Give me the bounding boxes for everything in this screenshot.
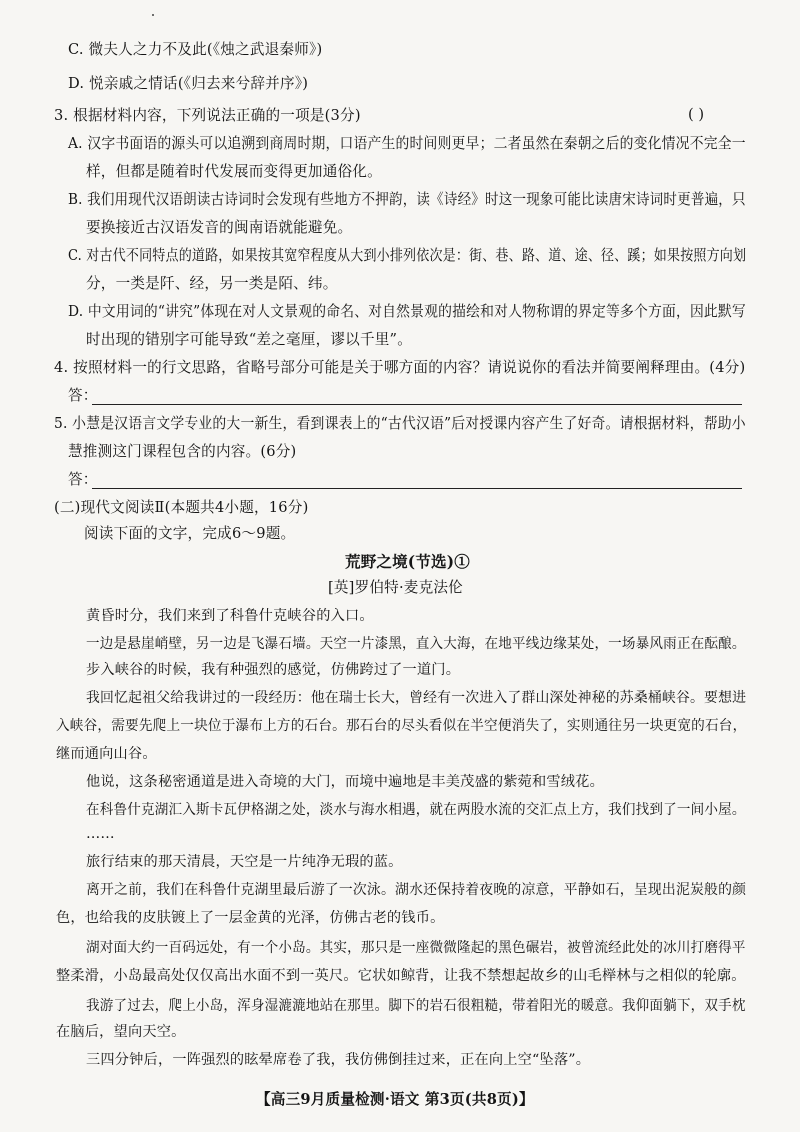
q4-answer-label: 答： <box>68 387 98 404</box>
q3-option-a-line1: A. 汉字书面语的源头可以追溯到商周时期，口语产生的时间则更早；二者虽然在秦朝之后的变化情况不完全一 <box>68 135 746 152</box>
passage-paragraph-2: 一边是悬崖峭壁，另一边是飞瀑石墙。天空一片漆黑，直入大海，在地平线边缘某处，一场暴风雨正在酝酿。 <box>86 636 746 652</box>
q5-answer-line[interactable] <box>92 488 742 489</box>
passage-paragraph-4-line2: 入峡谷，需要先爬上一块位于瀑布上方的石台。那石台的尽头看似在半空便消失了，实则通往另一块更宽的石台， <box>56 718 747 734</box>
question-4-stem: 4. 按照材料一的行文思路，省略号部分可能是关于哪方面的内容？请说说你的看法并简要阐释理由。(4分) <box>54 359 746 376</box>
passage-title: 荒野之境(节选)① <box>345 552 470 571</box>
passage-paragraph-1: 黄昏时分，我们来到了科鲁什克峡谷的入口。 <box>86 608 374 624</box>
passage-ellipsis: …… <box>86 826 115 842</box>
passage-author: [英]罗伯特·麦克法伦 <box>328 579 463 596</box>
page-footer: 【高三9月质量检测·语文 第3页(共8页)】 <box>256 1091 534 1108</box>
q4-answer-line[interactable] <box>92 404 742 405</box>
passage-paragraph-3: 步入峡谷的时候，我有种强烈的感觉，仿佛跨过了一道门。 <box>86 662 461 678</box>
section-2-heading: (二)现代文阅读Ⅱ(本题共4小题，16分) <box>54 499 309 516</box>
passage-paragraph-10-line2: 在脑后，望向天空。 <box>56 1024 186 1040</box>
passage-paragraph-5: 他说，这条秘密通道是进入奇境的大门，而境中遍地是丰美茂盛的紫菀和雪绒花。 <box>86 774 604 790</box>
q3-option-d-line2: 时出现的错别字可能导致“差之毫厘，谬以千里”。 <box>86 331 412 348</box>
section-2-instruction: 阅读下面的文字，完成6～9题。 <box>84 525 296 542</box>
passage-paragraph-11: 三四分钟后，一阵强烈的眩晕席卷了我，我仿佛倒挂过来，正在向上空“坠落”。 <box>86 1052 591 1068</box>
passage-paragraph-9-line2: 整柔滑，小岛最高处仅仅高出水面不到一英尺。它状如鲸背，让我不禁想起故乡的山毛榉林与之相似的轮廓。 <box>56 968 746 984</box>
q3-option-c-line1: C. 对古代不同特点的道路，如果按其宽窄程度从大到小排列依次是：街、巷、路、道、途、径、蹊；如果按照方向划 <box>68 247 747 264</box>
question-5-stem-line1: 5. 小慧是汉语言文学专业的大一新生，看到课表上的“古代汉语”后对授课内容产生了好奇。请根据材料，帮助小 <box>54 415 746 432</box>
passage-paragraph-6: 在科鲁什克湖汇入斯卡瓦伊格湖之处，淡水与海水相遇，就在两股水流的交汇点上方，我们找到了一间小屋。 <box>86 802 746 818</box>
q3-option-a-line2: 样，但都是随着时代发展而变得更加通俗化。 <box>86 163 382 180</box>
passage-paragraph-8-line1: 离开之前，我们在科鲁什克湖里最后游了一次泳。湖水还保持着夜晚的凉意，平静如石，呈现出泥炭般的颜 <box>86 882 747 898</box>
option-d: D. 悦亲戚之情话(《归去来兮辞并序》) <box>68 75 309 92</box>
passage-paragraph-10-line1: 我游了过去，爬上小岛，浑身湿漉漉地站在那里。脚下的岩石很粗糙，带着阳光的暖意。我仰面躺下，双手枕 <box>86 998 746 1014</box>
answer-paren: ( ) <box>688 106 705 123</box>
scan-speck <box>152 14 154 16</box>
option-c: C. 微夫人之力不及此(《烛之武退秦师》) <box>68 41 323 58</box>
q3-option-b-line1: B. 我们用现代汉语朗读古诗词时会发现有些地方不押韵，读《诗经》时这一现象可能比读唐宋诗词时更普遍，只 <box>68 191 746 208</box>
passage-paragraph-8-line2: 色，也给我的皮肤镀上了一层金黄的光泽，仿佛古老的钱币。 <box>56 910 445 926</box>
passage-paragraph-4-line3: 继而通向山谷。 <box>56 746 157 762</box>
question-3-stem: 3. 根据材料内容，下列说法正确的一项是(3分) <box>54 107 361 124</box>
passage-paragraph-7: 旅行结束的那天清晨，天空是一片纯净无瑕的蓝。 <box>86 854 403 870</box>
passage-paragraph-9-line1: 湖对面大约一百码远处，有一个小岛。其实，那只是一座微微隆起的黑色碾岩，被曾流经此处的冰川打磨得平 <box>86 940 746 956</box>
q3-option-b-line2: 要换接近古汉语发音的闽南语就能避免。 <box>86 219 353 236</box>
question-5-stem-line2: 慧推测这门课程包含的内容。(6分) <box>68 443 297 460</box>
q3-option-d-line1: D. 中文用词的“讲究”体现在对人文景观的命名、对自然景观的描绘和对人物称谓的界定等多个方面，因此默写 <box>68 303 746 320</box>
q5-answer-label: 答： <box>68 471 98 488</box>
q3-option-c-line2: 分，一类是阡、经，另一类是陌、纬。 <box>86 275 338 292</box>
passage-paragraph-4-line1: 我回忆起祖父给我讲过的一段经历：他在瑞士长大，曾经有一次进入了群山深处神秘的苏桑桶峡谷。要想进 <box>86 690 747 706</box>
